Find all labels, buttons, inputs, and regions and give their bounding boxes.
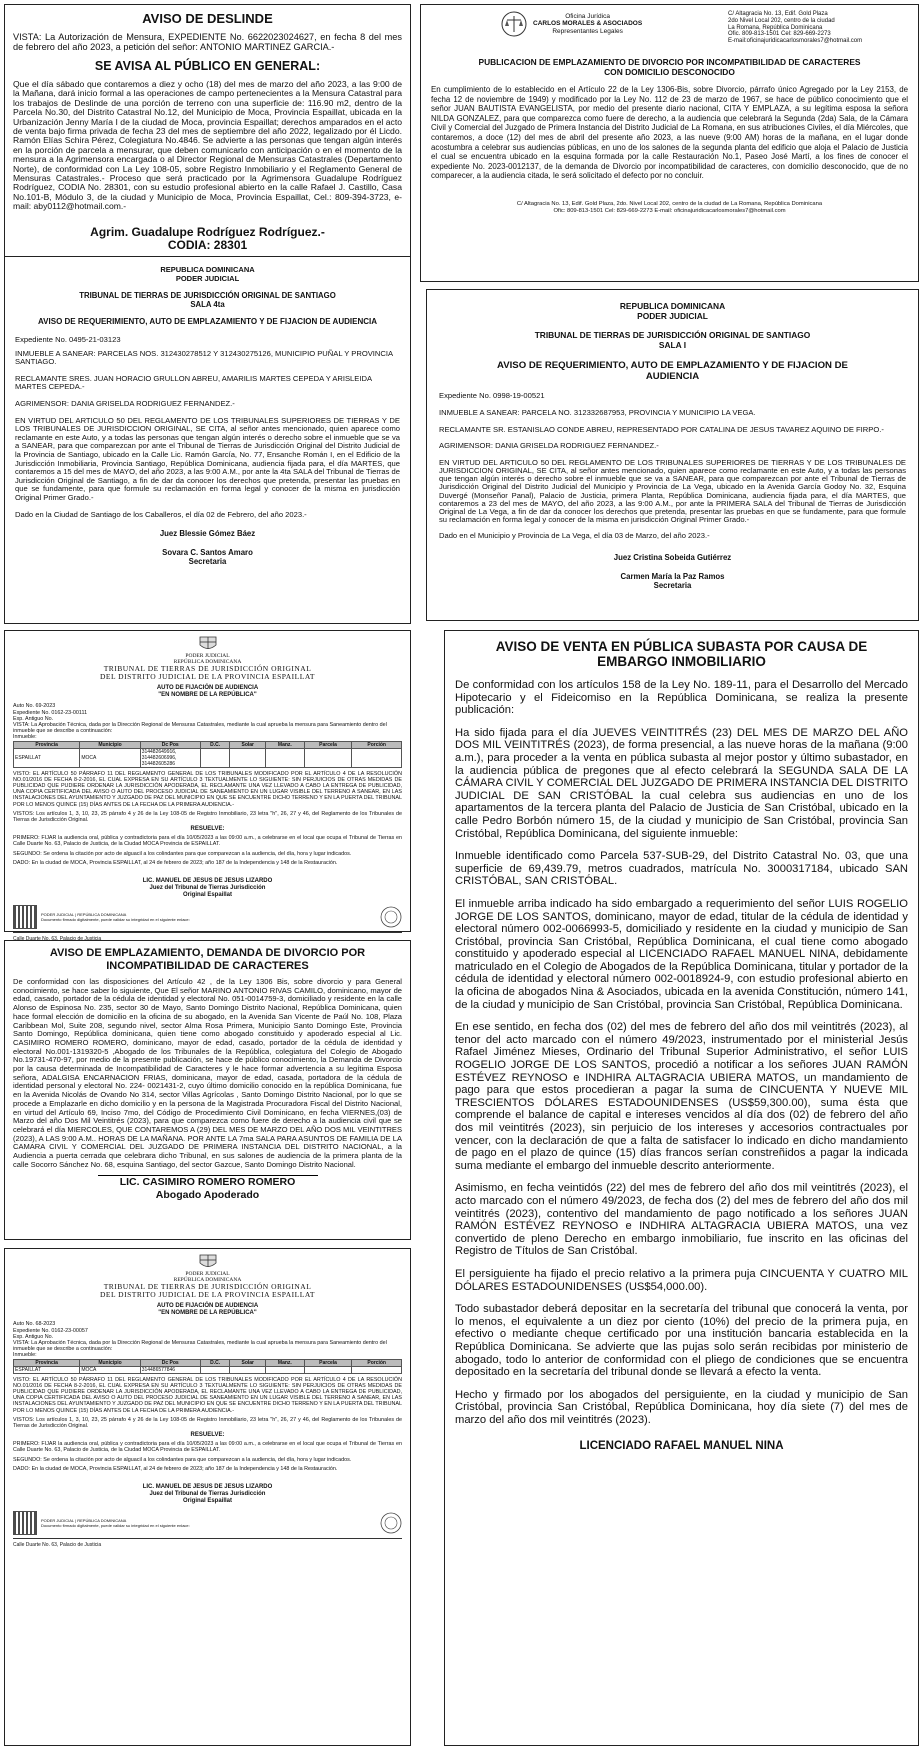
table-header: Parcela xyxy=(304,1359,352,1366)
fij2-h2: REPÚBLICA DOMINICANA xyxy=(173,1277,242,1284)
address-line: Ofic. 809-813-1501 Cel: 829-669-2273 xyxy=(728,31,831,38)
deslinde-body: Que el día sábado que contaremos a diez y ocho (18) del mes de marzo del año 2023, a las 9:00 de la Mañana, dará inicio formal a las operaciones de campo pertenecientes a la Mensura Catastral para los trabajos de Deslinde de una porción de terreno con una superficie de: 116.90 m2, dentro de la Parcela No.30, del Distrito Catastral No.12, del Municipio de Moca, Provincia Espaillat, ubicada en la Urbanización Jenny María I de la ciudad de Moca, provincia Espaillat; derechos amparados en el acto de venta bajo firma privada de fecha 23 del mes de septiembre del año 2022, legalizado por él Licdo. Ramón Elías Schira Pérez, Colegiatura No.4846. Se advierte a las personas que tengan algún interés en la porción de parcela a mensurar, que deben comunicarlo con anticipación o en el momento de la mensura a la Agrimensora encargada o al Director Regional de Mensuras Catastrales (Departamento Norte), de conformidad con La Ley 108-05, sobre Registro Inmobiliario y el Reglamento General de Mensuras Catastrales.- Proceso que será practicado por la Agrimensora Guadalupe Rodríguez Rodríguez, CODIA No. 28301, con su estudio profesional abierto en la calle Rafael J. Castillo, Casa No.101-B, Módulo 3, de la ciudad y Municipio de Moca, Provincia Espaillat, Cel.: 809-394-3723, e-mail: aby0112@hotmail.com.- xyxy=(13,78,402,212)
fij1-meta-line: Exp. Antiguo No. xyxy=(13,715,54,722)
req1-header xyxy=(15,265,400,283)
table-header: Porción xyxy=(352,741,402,748)
req2-header xyxy=(439,302,906,321)
fij1-signer3: Original Espaillat xyxy=(182,892,232,899)
table-cell xyxy=(352,1366,402,1373)
fij2-segundo: SEGUNDO: Se ordena la citación por acto de alguacil a los colindantes para que comparezcan a la audiencia, del día, hora y lugar indicados. xyxy=(13,1456,352,1463)
table-header: Porción xyxy=(352,1359,402,1366)
fij2-resuelve: RESUELVE: xyxy=(190,1432,225,1439)
fij1-h3: TRIBUNAL DE TIERRAS DE JURISDICCIÓN ORIGINAL xyxy=(103,664,312,674)
deslinde-visto: VISTA: La Autorización de Mensura, EXPEDIENTE No. 6622023024627, en fecha 8 del mes de febrero del año 2023, a petición del señor: ANTONIO MARTINEZ GARCIA.- xyxy=(13,32,402,53)
req2-expediente: Expediente No. 0998-19-00521 xyxy=(439,391,545,401)
req2-court xyxy=(439,331,906,350)
fij1-title-block xyxy=(13,685,402,699)
fij2-meta-line: VISTA: La Aprobación Técnica, dada por la Dirección Regional de Mensuras Catastrales, mediante la cual aprueba la mensura para Saneamiento dentro del inmueble que se describe a continuación: xyxy=(13,1340,387,1353)
subasta-p6: Asimismo, en fecha veintidós (22) del mes de febrero del año dos mil veintitrés (2023), el acto marcado con el número 49/2023, de fecha dos (2) del mes de febrero del año dos mil veintitrés (2023), contentivo del mandamiento de pago notificado a los señores JUAN RAMÓN ESTÉVEZ REYNOSO e INDHIRA ALTAGRACIA UBIERA MATOS, una vez convertido de pleno Derecho en embargo inmobiliario, fue inscrito en las oficinas del Registro de Títulos de San Cristóbal. xyxy=(455,1182,908,1258)
req1-h1: REPUBLICA DOMINICANA xyxy=(160,265,255,274)
fij2-signature xyxy=(13,1484,402,1505)
deslinde-codia: CODIA: 28301 xyxy=(167,237,248,252)
table-header: Manz. xyxy=(266,741,305,748)
fij1-resuelve: RESUELVE: xyxy=(190,826,225,833)
fij1-footer-small: Documento firmado digitalmente, puede validar su integridad en el siguiente enlace: xyxy=(41,917,190,923)
fij2-meta-line: Expediente No. 0162-23-00057 xyxy=(13,1327,88,1334)
req1-inmueble: INMUEBLE A SANEAR: PARCELAS NOS. 312430278512 Y 312430275126, MUNICIPIO PUÑAL Y PROVINCIA SANTIAGO. xyxy=(15,348,393,367)
firm-address xyxy=(728,11,908,45)
fij1-inmueble-table xyxy=(13,741,402,768)
req1-court xyxy=(15,291,400,309)
table-cell xyxy=(266,1366,305,1373)
subasta-p9: Hecho y firmado por los abogados del persiguiente, en la ciudad y municipio de San Cristóbal, provincia San Cristóbal, República Dominicana, hoy día siete (7) del mes de marzo del año dos mil veintitrés (2023). xyxy=(455,1388,908,1426)
req2-h2: PODER JUDICIAL xyxy=(637,310,708,321)
table-header: Municipio xyxy=(80,741,140,748)
divorcio1-body: En cumplimiento de lo establecido en el Artículo 22 de la Ley 1306-Bis, sobre Divorcio, párrafo único Agregado por la Ley 2153, de fecha 12 de noviembre de 1949) y modificado por la Ley No. 112 de 23 de marzo de 1967, se hace de público conocimiento que el señor JUAN BAUTISTA EVANGELISTA, por medio del presente diario nacional, CITA Y EMPLAZA, a su legítima esposa la señora NILDA GONZALEZ, para que comparezca como fuere de derecho, a la audiencia que celebrará la Segunda (2da) Sala, de la Cámara Civil y Comercial del Juzgado de Primera Instancia del Distrito Judicial de La Romana, en sus atribuciones Civiles, el día Miércoles, que contaremos, a doce (12) del mes de abril del presente año 2023, a las nueve (9:00 AM) horas de la mañana, en el lugar donde acostumbra a celebrar sus audiencias públicas, en uno de los salones de la segunda planta del edificio que aloja el Palacio de Justicia el cual se encuentra ubicado en la esquina formada por la calle Restauración No.1, Paseo José Martí, a los fines de conocer el expediente No. 2023-0012137, de la demanda de Divorcio por incompatibilidad de caracteres, con domicilio desconocido, que de no comparecer, a la audiencia citada, le será solicitado el defecto por no concluir. xyxy=(431,84,908,181)
scales-logo-icon xyxy=(501,11,527,37)
req2-secretary-role: Secretaria xyxy=(653,580,692,590)
table-cell xyxy=(304,748,352,767)
aviso-emplazamiento-divorcio xyxy=(4,940,411,1240)
fij2-title: AUTO DE FIJACIÓN DE AUDIENCIA xyxy=(156,1303,259,1310)
fij1-h2: REPÚBLICA DOMINICANA xyxy=(173,659,242,666)
table-header: Provincia xyxy=(14,741,80,748)
firm-name: Oficina Jurídica xyxy=(565,12,610,20)
fij1-header xyxy=(13,653,402,681)
table-header: D.C. xyxy=(200,1359,230,1366)
subasta-p5: En ese sentido, en fecha dos (02) del mes de febrero del año dos mil veintitrés (2023), al tenor del acto marcado con el número 49/2023, instrumentado por el ministerial Jesús Rafael Jiménez Mieses, Ordinario del Tribunal Superior Administrativo, el señor LUIS ROGELIO JORGE DE LOS SANTOS, procedió a notificar a los señores JUAN RAMÓN ESTÉVEZ REYNOSO e INDHIRA ALTAGRACIA UBIERA MATOS, un mandamiento de pago para que estos procedieran a pagar la suma de CINCUENTA Y NUEVE MIL TRESCIENTOS DÓLARES ESTADOUNIDENSES (US$59,300.00), suma ésta que comprende el balance de capital e intereses vencidos al día dos (02) de febrero del año dos mil veintitrés (2023), sin perjuicio de los intereses y accesorios contractuales por vencer, con la declaración de que a falta de satisfacer lo indicado en dicho mandamiento de pago en el plazo de quince (15) días francos serían constreñidos a pagar la indicada suma mediante el embargo del inmueble descrito anteriormente. xyxy=(455,1021,908,1172)
table-cell: 314482649916, 314482606996, 314482605286 xyxy=(140,748,200,767)
req2-agrimensor: AGRIMENSOR: DANIA GRISELDA RODRIGUEZ FERNANDEZ.- xyxy=(439,441,659,451)
fij1-meta-line: Auto No. 69-2023 xyxy=(13,703,56,710)
table-cell xyxy=(266,748,305,767)
req2-h3: TRIBUNAL DE TIERRAS DE JURISDICCIÓN ORIGINAL DE SANTIAGO xyxy=(534,330,811,341)
fij1-primero: PRIMERO: FIJAR la audiencia oral, pública y contradictoria para el día 10/05/2023 a las 09:00 a.m., a celebrarse en el local que ocupa el Tribunal de Tierras en Calle Duarte No. 63, Palacio de Justicia, de la Ciudad MOCA Provincia de ESPAILLAT. xyxy=(13,835,402,848)
fij2-signer3: Original Espaillat xyxy=(182,1498,232,1505)
divorcio1-header xyxy=(431,11,908,45)
table-cell: MOCA xyxy=(80,748,140,767)
fij1-vistos: VISTOS: Los artículos 1, 3, 10, 23, 25 párrafo 4 y 26 de la Ley 108-05 de Registro Inmobiliario, 23 letra "h", 26, 27 y 46, del Reglamento de los Tribunales de Tierras de Jurisdicción Original. xyxy=(13,810,402,824)
fij2-subtitle: "EN NOMBRE DE LA REPÚBLICA" xyxy=(158,1310,257,1317)
table-row xyxy=(14,1366,402,1373)
divorcio2-body: De conformidad con las disposiciones del Artículo 42 , de la Ley 1306 Bis, sobre divorcio y para General conocimiento, se hace saber lo siguiente, Que El señor MARINO ANTONIO RIVAS CAMILO, dominicano, mayor de edad, casado, portador de la cédula de identidad y electoral No. 051-0014759-3, domiciliado y residente en la calle Alonso de Espinosa No. 235, sector 30 de Mayo, Santo Domingo Distrito Nacional, República Dominicana, quien hace formal elección de domicilio en la oficina de su abogado, en la Avenida San Vicente de Paúl No. 108, Plaza Caribbean Mol, Suite 208, segundo nivel, sector Alma Rosa Primera, Municipio Santo Domingo Este, Provincia Santo Domingo, República dominicana, quien tiene como abogado constituido y apoderado especial al Lic. CASIMIRO ROMERO ROMERO, dominicano, mayor de edad, casado, portador de la cédula de identidad y electoral No.001-1319320-5 ,Abogado de los Tribunales de la República, colegiatura del Colegio de Abogado No.19731-470-97, por medio de la presente publicación, se hace de público conocimiento, la Demanda de Divorcio por la causa determinada de Incompatibilidad de Caracteres y le hace formar advertencia a su legítima Esposa señora, ADALGISA ENCARNACION FRIAS, dominicana, mayor de edad, casada, portadora de la cédula de identidad personal y electoral No. 224- 0021431-2, cuyo último domicilio conocido en la república Dominicana, fue en la Avenida Nicolás de Ovando No 314, sector Villas Agrícolas , Santo Domingo Distrito Nacional, por lo que se procede a Emplazarle en dicho domicilio y en la persona de la Magistrada Procuradora Fiscal del Distrito Nacional, en virtud del Artículo 69, Inciso 7mo, del Código de Procedimiento Civil Dominicano, en fecha VIERNES,(03) de Marzo del año Dos Mil Veintitrés (2023), para que comparezca como fuere de derecho a la audiencia civil que se celebrará el día MIERCOLES, QUE CONTAREMOS A (29) DEL MES DE MARZO DEL AÑO DOS MIL VEINTITRES (2023), A LAS 9:00 A.M.. HORAS DE LA MAÑANA. POR ANTE LA 7ma SALA PARA ASUNTOS DE FAMILIA DE LA CAMARA CIVIL Y COMERCIAL DEL JUZGADO DE PRIMERA INSTANCIA DEL DISTRITO NACIONAL, a la Audiencia a puerta cerrada que celebrara dicho Tribunal, en sus salones de audiencia de la primera planta de la calle Socorro Sánchez No. 68, esquina Santiago, del sector Gazcue, Santo Domingo Distrito Nacional. xyxy=(13,977,402,1169)
subasta-p8: Todo subastador deberá depositar en la secretaría del tribunal que conocerá la venta, por lo menos, el equivalente a un diez por ciento (10%) del precio de la primera puja, en efectivo o mediante cheque certificado por una institución bancaria establecida en la República Dominicana. Se advierte que las pujas solo serán recibidas por ministerio de abogado, todo lo anterior de conformidad con el pliego de condiciones que se encuentra depositado en la secretaría del tribunal donde se llevará a efecto la venta. xyxy=(455,1303,908,1379)
fij2-footer-small: Documento firmado digitalmente, puede validar su integridad en el siguiente enlace: xyxy=(41,1523,190,1529)
table-cell xyxy=(304,1366,352,1373)
address-line: C/ Altagracia No. 13, Edif. Gold Plaza xyxy=(728,11,828,17)
court-stamp-icon xyxy=(380,1512,402,1534)
fij1-subtitle: "EN NOMBRE DE LA REPÚBLICA" xyxy=(158,692,257,699)
coat-of-arms-icon xyxy=(197,635,219,653)
fij2-visto: VISTO: EL ARTÍCULO 50 PÁRRAFO 11 DEL REGLAMENTO GENERAL DE LOS TRIBUNALES MODIFICADO POR EL ARTÍCULO 4 DE LA RESOLUCIÓN NO.01/2016 DE FECHA 8-2-2016, EL CUAL EXPRESA EN SU ARTÍCULO 3 TEXTUALMENTE LO SIGUIENTE: SIN PERJUICIOS DE OTRAS MEDIDAS DE PUBLICIDAD QUE PUDIERE ORDENAR LA JURISDICCIÓN APODERADA, EL RECLAMANTE UNA VEZ LLEVADO A CABO LA ENTREGA DE PUBLICIDAD, UNA COPIA CERTIFICADA DEL AVISO O AUTO DEL PROCESO JUDICIAL DE SANEAMIENTO EN UN LUGAR VISIBLE DEL TERRENO A SANEAR, EN LAS INSTALACIONES DEL AYUNTAMIENTO Y JUZGADO DE PAZ DEL MUNICIPIO EN QUE SE ENCUENTRE DICHO TERRENO Y EN LA PUERTA DEL TRIBUNAL POR LO MENOS QUINCE (15) DÍAS ANTES DE LA FECHA DE LA PRIMERA AUDIENCIA.- xyxy=(13,1376,402,1414)
deslinde-title: AVISO DE DESLINDE xyxy=(142,11,273,26)
table-header: Municipio xyxy=(80,1359,140,1366)
table-cell: 314486577846 xyxy=(140,1366,200,1373)
fij1-footer-text: PODER JUDICIAL | REPÚBLICA DOMINICANA xyxy=(41,912,127,918)
fij2-signer: LIC. MANUEL DE JESUS DE JESUS LIZARDO xyxy=(142,1484,273,1491)
req2-h1: REPUBLICA DOMINICANA xyxy=(619,301,726,311)
req2-inmueble: INMUEBLE A SANEAR: PARCELA NO. 312332687953, PROVINCIA Y MUNICIPIO LA VEGA. xyxy=(439,407,756,417)
divorcio1-footer2: Ofic: 809-813-1501 Cel: 829-669-2273 E-mail: oficinajuridicacarlosmorales7@hotmail.com xyxy=(553,207,786,214)
table-cell xyxy=(200,748,230,767)
aviso-venta-subasta xyxy=(444,630,919,1746)
table-cell xyxy=(352,748,402,767)
coat-of-arms-icon xyxy=(197,1253,219,1271)
firm-line3: Representantes Legales xyxy=(552,27,623,35)
fij1-signature xyxy=(13,878,402,899)
fij2-primero: PRIMERO: FIJAR la audiencia oral, pública y contradictoria para el día 10/05/2023 a las 09:00 a.m., a celebrarse en el local que ocupa el Tribunal de Tierras en Calle Duarte No. 63, Palacio de Justicia, de la Ciudad MOCA Provincia de ESPAILLAT. xyxy=(13,1441,402,1454)
fij1-meta xyxy=(13,703,402,740)
firm-line2: CARLOS MORALES & ASOCIADOS xyxy=(533,20,643,28)
fij2-inmueble-table xyxy=(13,1359,402,1374)
address-line: La Romana, República Dominicana xyxy=(728,24,823,31)
table-header: Solar xyxy=(230,1359,266,1366)
subasta-p4: El inmueble arriba indicado ha sido embargado a requerimiento del señor LUIS ROGELIO JORGE DE LOS SANTOS, dominicano, mayor de edad, titular de la cédula de identidad y electoral número 002-0066993-5, domiciliado y residente en la ciudad y municipio de San Cristóbal, provincia San Cristóbal, República Dominicana, el cual tiene como abogado constituido y apoderado especial al LICENCIADO RAFAEL MANUEL NINA, debidamente matriculado en el Colegio de Abogados de la República Dominicana, titular y portador de la cédula de identidad y electoral número 002-0018924-9, con estudio profesional abierto en la oficina de abogados Nina & Asociados, ubicada en la avenida Constitución, número 141, de la ciudad y municipio de San Cristóbal, provincia San Cristóbal, República Dominicana. xyxy=(455,897,908,1011)
table-cell xyxy=(200,1366,230,1373)
qr-code-icon xyxy=(13,905,37,929)
address-line: E-mail:oficinajuridicacarlosmorales7@hotmail.com xyxy=(728,38,863,45)
req2-reclamante: RECLAMANTE SR. ESTANISLAO CONDE ABREU, REPRESENTADO POR CATALINA DE JESUS TAVAREZ AQUINO DE FIRPO.- xyxy=(439,424,884,434)
fij1-title: AUTO DE FIJACIÓN DE AUDIENCIA xyxy=(156,685,259,692)
divorcio2-role: Abogado Apoderado xyxy=(155,1189,260,1202)
req2-h4: SALA I xyxy=(658,339,687,350)
fij2-meta xyxy=(13,1321,402,1358)
table-header: Parcela xyxy=(304,741,352,748)
req2-secretary-name: Carmen María la Paz Ramos xyxy=(620,571,725,581)
fij2-header xyxy=(13,1271,402,1299)
table-header: Dc Pos xyxy=(140,741,200,748)
req1-body: EN VIRTUD DEL ARTICULO 50 DEL REGLAMENTO DE LOS TRIBUNALES SUPERIORES DE TIERRAS Y DE LOS TRIBUNALES DE JURISDICCION ORIGINAL, SE CITA, al señor antes mencionado, quien aparece como reclamante en este Auto, y a todas las personas que tengan algún interés o derecho sobre el inmueble que se va a SANEAR, para que comparezcan por ante el Tribunal de Tierras de Jurisdicción Original del Distrito Judicial de la Provincia de Santiago, ubicado en la Calle Lic. Ramón García, No. 77, Ensanche Román I, en el Edificio de la Jurisdicción Inmobiliaria, Provincia Santiago, República Dominicana, audiencia fijada para, el día MARTES, que contaremos a 15 del mes de MAYO, del año 2023, a las 9:00 A.M., por ante la 4ta SALA del Tribunal de Tierras de Jurisdicción Original de Santiago, a fin de dar da conocer los derechos que pretenda, presentar las pruebas en que se fundamente, para que formule su reclamación en forma legal y conocer de la misma en jurisdicción Original Primer Grado.- xyxy=(15,415,400,502)
fij2-meta-line: Exp. Antiguo No. xyxy=(13,1333,54,1340)
subasta-p1: De conformidad con los artículos 158 de la Ley No. 189-11, para el Desarrollo del Mercado Hipotecario y el Fideicomiso en la República Dominicana, se realiza la presente publicación: xyxy=(455,679,908,717)
fij1-footer xyxy=(13,905,402,929)
fij1-signer: LIC. MANUEL DE JESUS DE JESUS LIZARDO xyxy=(142,878,273,885)
req1-title: AVISO DE REQUERIMIENTO, AUTO DE EMPLAZAMIENTO Y DE FIJACION DE AUDIENCIA xyxy=(38,317,377,326)
fij2-title-block xyxy=(13,1303,402,1317)
fij2-h4: DEL DISTRITO JUDICIAL DE LA PROVINCIA ESPAILLAT xyxy=(99,1290,316,1300)
table-header: Manz. xyxy=(266,1359,305,1366)
req1-dado: Dado en la Ciudad de Santiago de los Caballeros, el día 02 de Febrero, del año 2023.- xyxy=(15,509,307,519)
deslinde-signer: Agrim. Guadalupe Rodríguez Rodríguez.- xyxy=(90,224,325,239)
table-row xyxy=(14,748,402,767)
req1-reclamante: RECLAMANTE SRES. JUAN HORACIO GRULLON ABREU, AMARILIS MARTES CEPEDA Y ARISLEIDA MARTES CEPEDA.- xyxy=(15,373,372,392)
aviso-requerimiento-sala4 xyxy=(4,256,411,624)
table-cell: ESPAILLAT xyxy=(14,1366,80,1373)
fij1-signer2: Juez del Tribunal de Tierras Jurisdicción xyxy=(149,885,266,892)
divorcio1-title: PUBLICACION DE EMPLAZAMIENTO DE DIVORCIO POR INCOMPATIBILIDAD DE CARACTERES CON DOMICILIO DESCONOCIDO xyxy=(478,56,861,77)
fij2-h1: PODER JUDICIAL xyxy=(185,1271,230,1277)
req1-secretary-name: Sovara C. Santos Amaro xyxy=(162,548,253,558)
table-cell: ESPAILLAT xyxy=(14,748,80,767)
divorcio2-signer: LIC. CASIMIRO ROMERO ROMERO xyxy=(119,1176,296,1189)
subasta-p2: Ha sido fijada para el día JUEVES VEINTITRÉS (23) DEL MES DE MARZO DEL AÑO DOS MIL VEINTITRÉS (2023), de forma presencial, a las nueve horas de la mañana (9:00 a.m.), para proceder a la venta en pública subasta al mejor postor y último subastador, en la audiencia pública de pregones que al efecto celebrará la SEGUNDA SALA DE LA CÁMARA CIVIL Y COMERCIAL DEL JUZGADO DE PRIMERA INSTANCIA DEL DISTRITO JUDICIAL DE SAN CRISTÓBAL la cual celebra sus audiencias en uno de los apartamentos de la tercera planta del Palacio de Justicia de San Cristóbal, ubicado en la calle Pedro Borbón número 15, de la ciudad y municipio de San Cristóbal, provincia San Cristóbal, República Dominicana, del siguiente inmueble: xyxy=(455,726,908,840)
table-header: Dc Pos xyxy=(140,1359,200,1366)
req1-judge: Juez Blessie Gómez Báez xyxy=(159,529,256,539)
subasta-title: AVISO DE VENTA EN PÚBLICA SUBASTA POR CAUSA DE EMBARGO INMOBILIARIO xyxy=(495,639,868,669)
table-header: Provincia xyxy=(14,1359,80,1366)
req2-dado: Dado en el Municipio y Provincia de La Vega, el día 03 de Marzo, del año 2023.- xyxy=(439,531,710,541)
req1-h4: SALA 4ta xyxy=(190,300,225,309)
fij2-meta-line: Inmueble: xyxy=(13,1352,37,1359)
fij2-address: Calle Duarte No. 63, Palacio de Justicia xyxy=(13,1542,102,1549)
req1-h3: TRIBUNAL DE TIERRAS DE JURISDICCIÓN ORIGINAL DE SANTIAGO xyxy=(79,291,336,300)
subasta-p7: El persiguiente ha fijado el precio relativo a la primera puja CINCUENTA Y CUATRO MIL DÓLARES ESTADOUNIDENSES (US$54,000.00). xyxy=(455,1267,908,1293)
fij2-footer-text: PODER JUDICIAL | REPÚBLICA DOMINICANA xyxy=(41,1518,127,1524)
table-cell xyxy=(230,1366,266,1373)
subasta-p3: Inmueble identificado como Parcela 537-SUB-29, del Distrito Catastral No. 03, que una superficie de 69,439.79, metros cuadrados, matrícula No. 3000317184, ubicado SAN CRISTÓBAL, SAN CRISTÓBAL. xyxy=(455,850,908,888)
fij2-signer2: Juez del Tribunal de Tierras Jurisdicción xyxy=(149,1491,266,1498)
fij2-meta-line: Auto No. 68-2023 xyxy=(13,1321,56,1328)
fij1-h4: DEL DISTRITO JUDICIAL DE LA PROVINCIA ESPAILLAT xyxy=(99,672,316,682)
subasta-signer: LICENCIADO RAFAEL MANUEL NINA xyxy=(579,1440,784,1453)
fij2-footer xyxy=(13,1511,402,1535)
fij1-meta-line: VISTA: La Aprobación Técnica, dada por la Dirección Regional de Mensuras Catastrales, mediante la cual aprueba la mensura para Saneamiento dentro del inmueble que se describe a continuación: xyxy=(13,722,387,735)
divorcio2-title: AVISO DE EMPLAZAMIENTO, DEMANDA DE DIVORCIO POR INCOMPATIBILIDAD DE CARACTERES xyxy=(49,947,366,972)
req1-expediente: Expediente No. 0495-21-03123 xyxy=(15,335,121,344)
divorcio1-footer: C/ Altagracia No. 13, Edif. Gold Plaza, 2do. Nivel Local 202, centro de la ciudad de La Romana, República Dominicana xyxy=(516,200,823,207)
table-header: Solar xyxy=(230,741,266,748)
fij1-visto: VISTO: EL ARTÍCULO 50 PÁRRAFO 11 DEL REGLAMENTO GENERAL DE LOS TRIBUNALES MODIFICADO POR EL ARTÍCULO 4 DE LA RESOLUCIÓN NO.01/2016 DE FECHA 8-2-2016, EL CUAL EXPRESA EN SU ARTÍCULO 3 TEXTUALMENTE LO SIGUIENTE: SIN PERJUICIOS DE OTRAS MEDIDAS DE PUBLICIDAD QUE PUDIERE ORDENAR LA JURISDICCIÓN APODERADA, EL RECLAMANTE UNA VEZ LLEVADO A CABO LA ENTREGA DE PUBLICIDAD, UNA COPIA CERTIFICADA DEL AVISO O AUTO DEL PROCESO JUDICIAL DE SANEAMIENTO EN UN LUGAR VISIBLE DEL TERRENO A SANEAR, EN LAS INSTALACIONES DEL AYUNTAMIENTO Y JUZGADO DE PAZ DEL MUNICIPIO EN QUE SE ENCUENTRE DICHO TERRENO Y EN LA PUERTA DEL TRIBUNAL POR LO MENOS QUINCE (15) DÍAS ANTES DE LA FECHA DE LA PRIMERA AUDIENCIA.- xyxy=(13,770,402,808)
req1-secretary-role: Secretaria xyxy=(188,557,227,567)
fij1-dado: DADO: En la ciudad de MOCA, Provincia ESPAILLAT, al 24 de febrero de 2023; año 187 de la Independencia y 148 de la Restauración. xyxy=(13,859,338,866)
req2-title: AVISO DE REQUERIMIENTO, AUTO DE EMPLAZAMIENTO Y DE FIJACION DE AUDIENCIA xyxy=(497,360,848,383)
table-header: D.C. xyxy=(200,741,230,748)
address-line: 2do Nivel Local 202, centro de la ciudad xyxy=(728,17,835,24)
auto-fijacion-68 xyxy=(4,1248,411,1746)
fij2-dado: DADO: En la ciudad de MOCA, Provincia ESPAILLAT, al 24 de febrero de 2023; año 187 de la Independencia y 148 de la Restauración. xyxy=(13,1465,338,1472)
fij2-h3: TRIBUNAL DE TIERRAS DE JURISDICCIÓN ORIGINAL xyxy=(103,1282,312,1292)
deslinde-subtitle: SE AVISA AL PÚBLICO EN GENERAL: xyxy=(94,59,321,74)
table-cell xyxy=(230,748,266,767)
req1-h2: PODER JUDICIAL xyxy=(175,274,240,283)
aviso-requerimiento-sala1 xyxy=(426,289,919,621)
req2-body: EN VIRTUD DEL ARTICULO 50 DEL REGLAMENTO DE LOS TRIBUNALES SUPERIORES DE TIERRAS Y DE LOS TRIBUNALES DE JURISDICCION ORIGINAL, SE CITA, al señor antes mencionado, quien aparece como reclamante en este Auto, y a todas las personas que tengan algún interés o derecho sobre el inmueble que se va a SANEAR, para que comparezcan por ante el Tribunal de Tierras de Jurisdicción Original del Distrito Judicial del Municipio y Provincia de La Vega, ubicado en la Avenida García Godoy No. 32, Esquina Duvergé (Monseñor Panal), Palacio de Justicia, primera Planta, República Dominicana, audiencia fijada para, el día MARTES, que contaremos a 23 del mes de MAYO, del año 2023, a las 9:00 A.M., por ante la PRIMERA SALA del Tribunal de Tierras de Jurisdicción Original de La Vega, a fin de dar da conocer los derechos que pretenda, presentar las pruebas en que se fundamente, para que formule su reclamación en forma legal y conocer de la misma en jurisdicción Original Primer Grado.- xyxy=(439,457,906,525)
fij1-segundo: SEGUNDO: Se ordena la citación por acto de alguacil a los colindantes para que comparezcan a la audiencia, del día, hora y lugar indicados. xyxy=(13,850,352,857)
court-stamp-icon xyxy=(380,906,402,928)
auto-fijacion-69 xyxy=(4,630,411,932)
fij1-meta-line: Inmueble: xyxy=(13,734,37,741)
qr-code-icon xyxy=(13,1511,37,1535)
fij1-h1: PODER JUDICIAL xyxy=(185,653,230,659)
fij2-vistos: VISTOS: Los artículos 1, 3, 10, 23, 25 párrafo 4 y 26 de la Ley 108-05 de Registro Inmobiliario, 23 letra "h", 26, 27 y 46, del Reglamento de los Tribunales de Tierras de Jurisdicción Original. xyxy=(13,1416,402,1430)
req2-judge: Juez Cristina Sobeida Gutiérrez xyxy=(613,552,732,562)
fij1-meta-line: Expediente No. 0162-23-00111 xyxy=(13,709,88,716)
aviso-divorcio-romana xyxy=(420,4,919,282)
req1-agrimensor: AGRIMENSOR: DANIA GRISELDA RODRIGUEZ FERNANDEZ.- xyxy=(15,398,235,408)
table-cell: MOCA xyxy=(80,1366,140,1373)
